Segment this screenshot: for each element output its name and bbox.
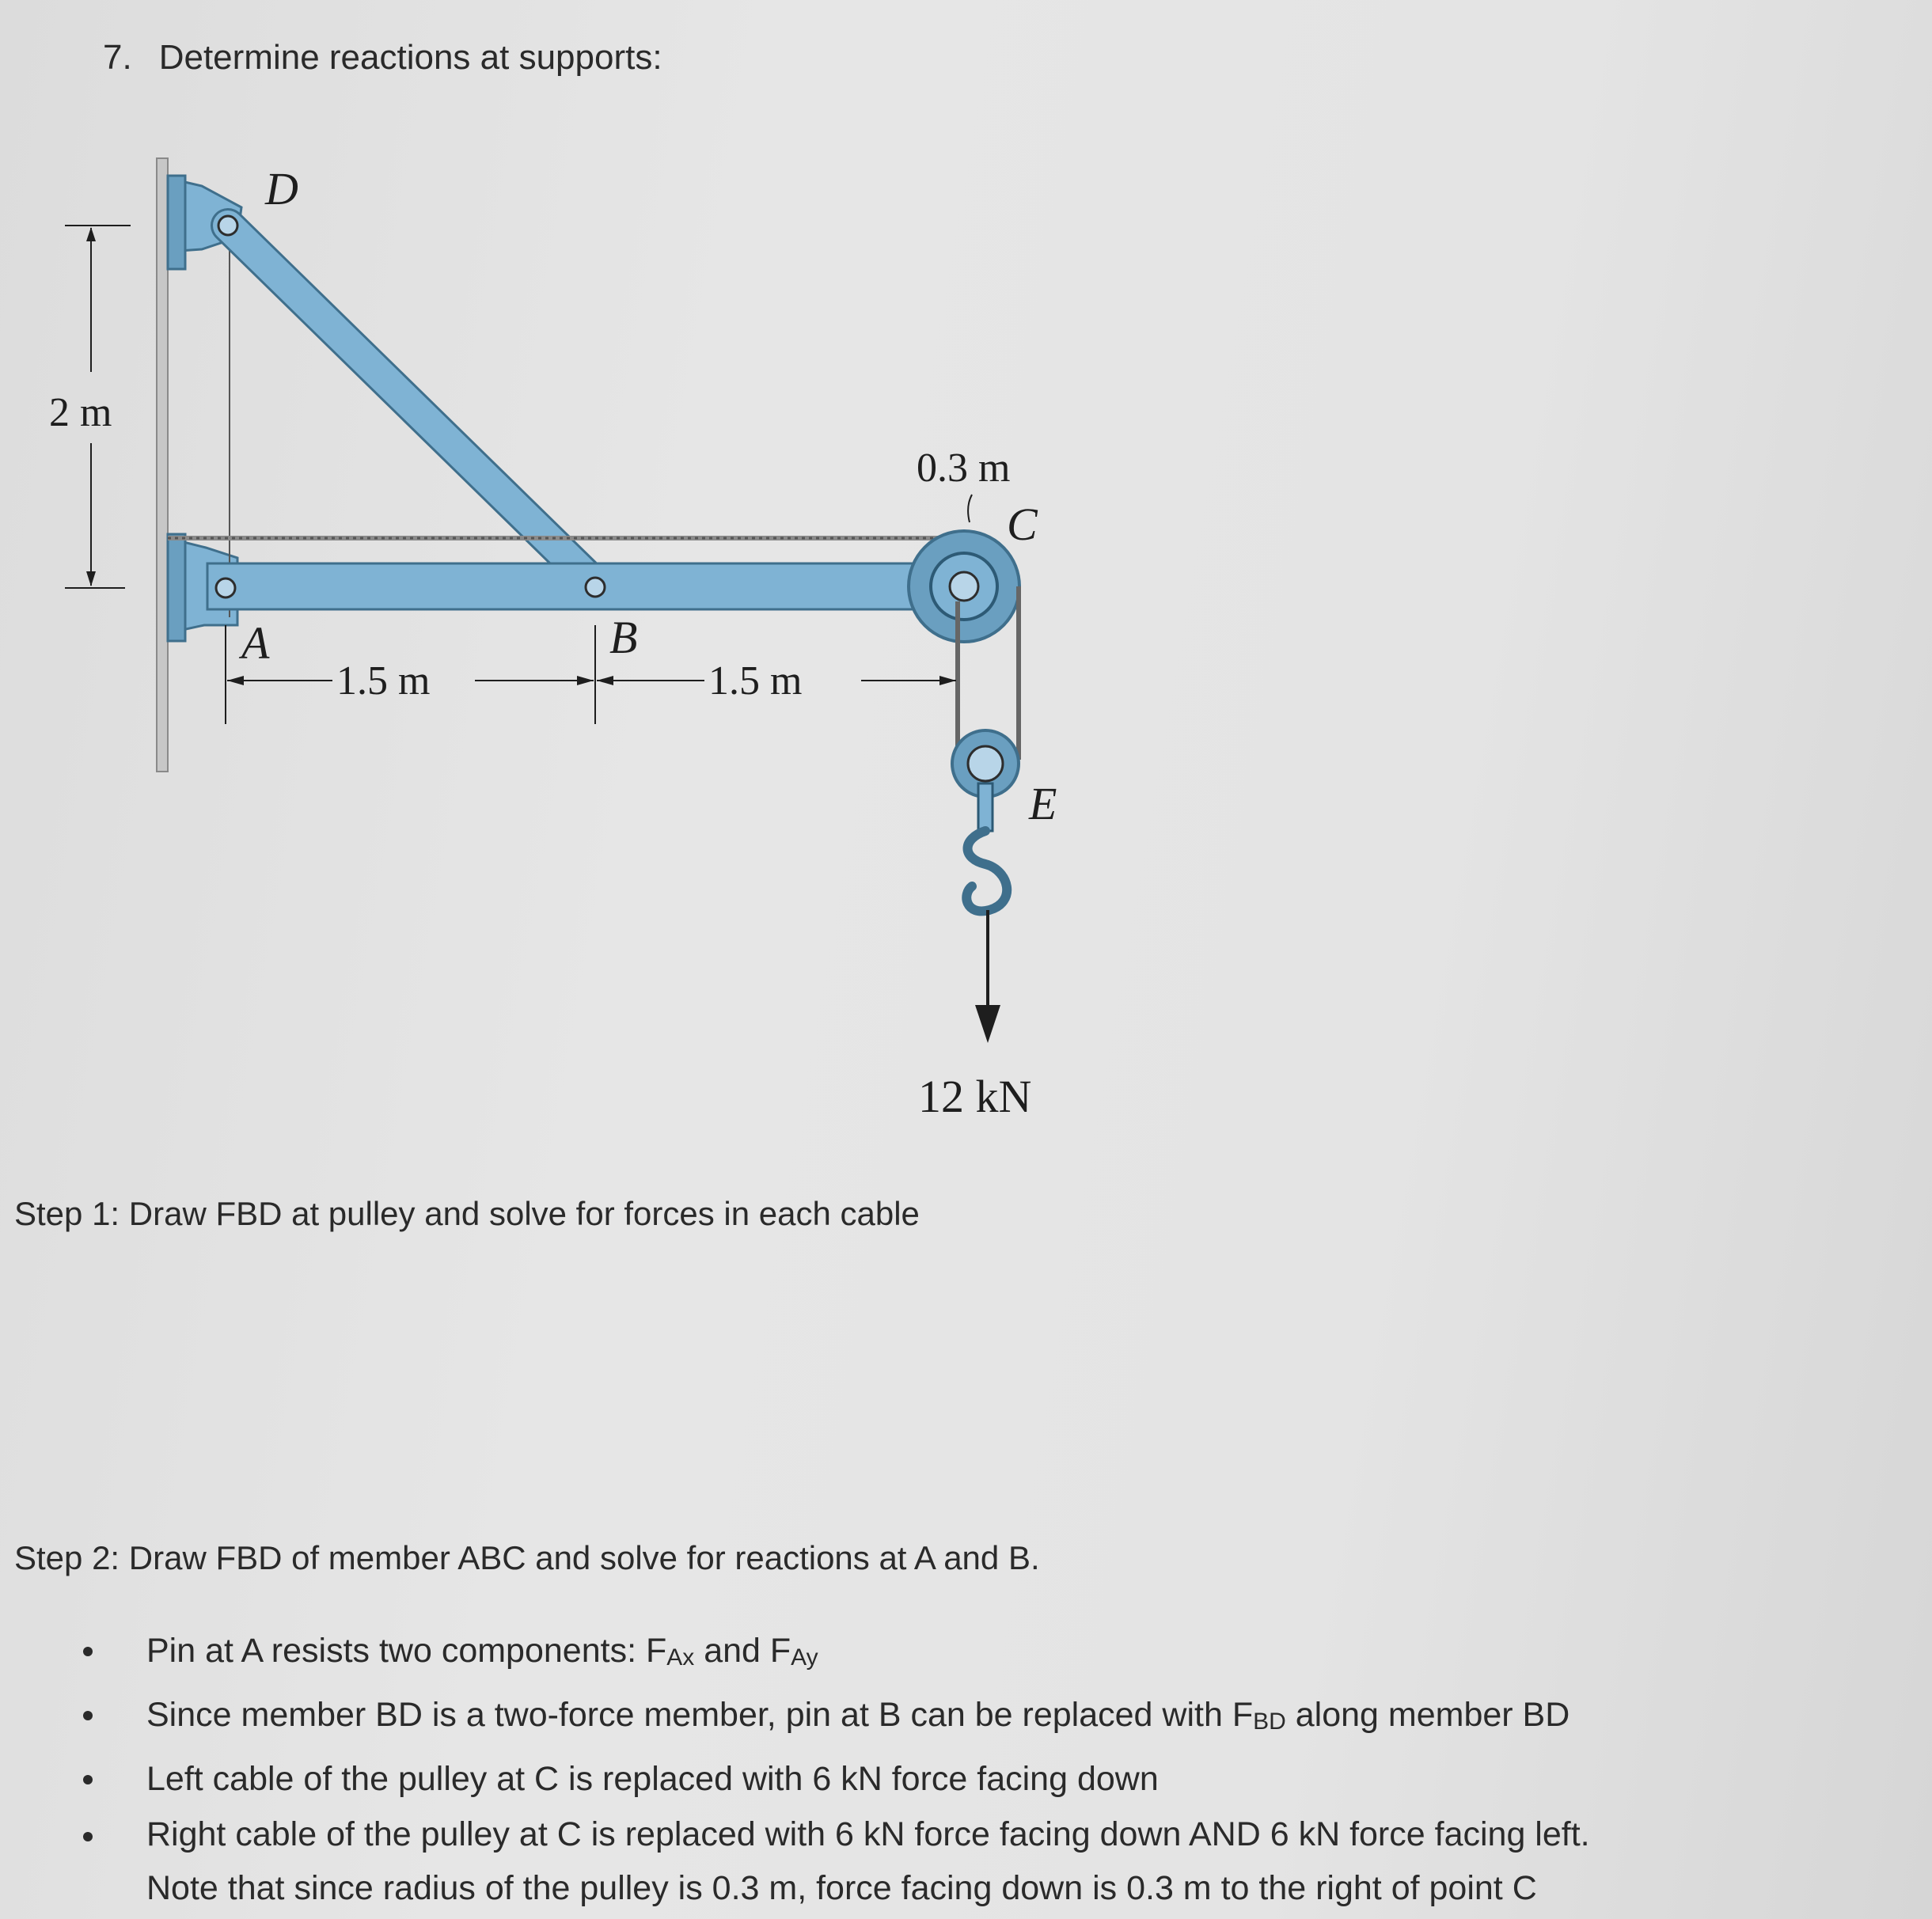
load-arrow-head	[975, 1005, 1000, 1043]
note-item: Right cable of the pulley at C is replaced with 6 kN force facing down AND 6 kN force facing left. Note that since radius of the pulley is 0.3 m, force facing down is 0.3 m to the right of point C	[71, 1807, 1590, 1915]
bullet-icon	[83, 1775, 93, 1784]
note-item: Left cable of the pulley at C is replaced with 6 kN force facing down	[71, 1750, 1590, 1807]
dim-radius-label: 0.3 m	[917, 446, 1011, 491]
bracket-plate-a	[168, 534, 185, 641]
question-title	[103, 38, 662, 78]
bullet-icon	[83, 1832, 93, 1841]
pin-a	[216, 578, 235, 597]
wall	[157, 158, 168, 772]
dim-2m-label: 2 m	[49, 390, 112, 435]
question-text: Determine reactions at supports:	[158, 38, 662, 77]
frame-diagram	[0, 135, 1108, 1132]
bullet-icon	[83, 1647, 93, 1656]
dim-bc-arrow-right	[939, 676, 956, 685]
note-item: Since member BD is a two-force member, pin at B can be replaced with FBD along member BD	[71, 1686, 1590, 1750]
pulley-c-hub	[950, 572, 978, 601]
dim-bc-label: 1.5 m	[708, 658, 803, 704]
load-label: 12 kN	[918, 1071, 1032, 1122]
bracket-plate-d	[168, 176, 185, 269]
dim-2m-arrow-up	[86, 227, 96, 241]
pulley-e-inner	[968, 746, 1003, 781]
pin-b	[586, 578, 605, 597]
label-e: E	[1029, 778, 1057, 829]
question-number: 7.	[103, 38, 132, 77]
pin-d	[218, 216, 237, 235]
step-2-text: Step 2: Draw FBD of member ABC and solve for reactions at A and B.	[14, 1539, 1040, 1576]
step-1-text: Step 1: Draw FBD at pulley and solve for forces in each cable	[14, 1195, 920, 1232]
dim-bc-arrow-left	[597, 676, 613, 685]
label-c: C	[1007, 499, 1038, 550]
label-a: A	[241, 617, 270, 669]
pulley-e-shank	[978, 783, 993, 831]
member-bd-fill	[228, 226, 598, 587]
note-item: Pin at A resists two components: FAx and FAy	[71, 1622, 1590, 1686]
bullet-icon	[83, 1711, 93, 1720]
dim-2m-arrow-down	[86, 571, 96, 586]
hook	[966, 831, 1007, 911]
label-b: B	[609, 612, 638, 663]
dim-ab-arrow-right	[577, 676, 594, 685]
dim-radius-leader	[968, 495, 972, 522]
dim-ab-arrow-left	[227, 676, 244, 685]
notes-list	[71, 1622, 1590, 1915]
label-d: D	[265, 163, 298, 214]
dim-ab-label: 1.5 m	[336, 658, 431, 704]
